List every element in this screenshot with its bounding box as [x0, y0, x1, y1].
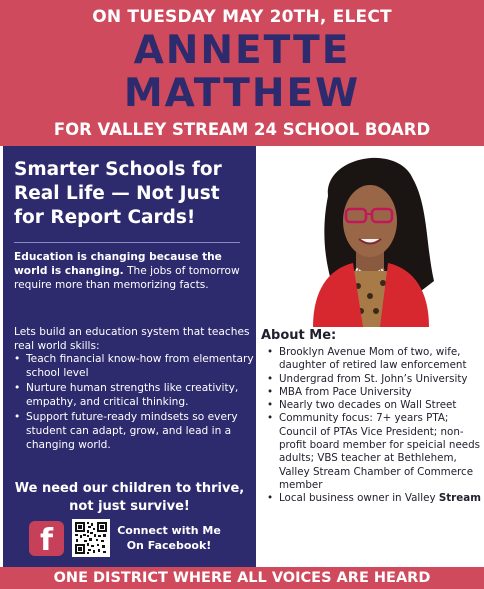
- bullet-icon: •: [267, 385, 274, 398]
- bullet-icon: •: [267, 372, 274, 385]
- list-item-text: Brooklyn Avenue Mom of two, wife, daughter of retired law enforcement: [279, 346, 467, 372]
- list-item-text: MBA from Pace University: [279, 385, 412, 398]
- list-item-text: Community focus: 7+ years PTA; Council of PTAs Vice President; non-profit board member for speicial needs adults; VBS teacher at Bethlehem, Valley Stream Chamber of Commerce member: [279, 412, 481, 491]
- about-title: About Me:: [261, 328, 337, 343]
- platform-build-text: Lets build an education system that teaches real world skills:: [14, 326, 250, 352]
- list-item-bold-text: Stream: [438, 492, 481, 505]
- facebook-connect-text[interactable]: Connect with Me On Facebook!: [117, 524, 221, 552]
- list-item: [261, 399, 483, 412]
- intro-rest: The jobs of tomorrow require more than memorizing facts.: [14, 265, 240, 291]
- bullet-icon: •: [14, 411, 21, 423]
- list-item: [261, 346, 483, 373]
- candidate-portrait-graphic: [258, 151, 484, 327]
- facebook-icon[interactable]: [29, 521, 64, 556]
- list-item-text: Teach financial know-how from elementary school level: [26, 353, 254, 379]
- bullet-icon: •: [14, 353, 21, 365]
- list-item: [14, 352, 254, 380]
- office-line: FOR VALLEY STREAM 24 SCHOOL BOARD: [53, 120, 431, 139]
- list-item: [261, 412, 483, 492]
- platform-intro: [14, 250, 254, 292]
- platform-panel: [3, 146, 256, 567]
- list-item: [261, 373, 483, 386]
- platform-list: [14, 352, 254, 453]
- qr-code-icon[interactable]: [72, 519, 110, 557]
- list-item: [261, 492, 483, 505]
- bullet-icon: •: [267, 492, 274, 505]
- candidate-photo: [258, 151, 484, 327]
- about-list: [261, 346, 483, 506]
- bullet-icon: •: [267, 399, 274, 412]
- call-to-action: We need our children to thrive, not just survive!: [14, 481, 245, 514]
- list-item-text: Nearly two decades on Wall Street: [279, 399, 457, 412]
- bullet-icon: •: [267, 346, 274, 358]
- list-item-text: Support future-ready mindsets so every student can adapt, grow, and lead in a changing world.: [26, 411, 238, 451]
- divider: [14, 242, 240, 243]
- footer-banner: ONE DISTRICT WHERE ALL VOICES ARE HEARD: [0, 567, 484, 589]
- bullet-icon: •: [267, 412, 274, 425]
- list-item: [14, 410, 254, 452]
- facebook-icon-glyph: f: [39, 523, 54, 556]
- list-item: [261, 386, 483, 399]
- header-banner: [0, 0, 484, 146]
- election-date-line: ON TUESDAY MAY 20TH, ELECT: [92, 7, 392, 27]
- about-section: [261, 328, 483, 506]
- list-item-text: Local business owner in Valley: [279, 492, 439, 505]
- candidate-first-name: ANNETTE: [133, 28, 351, 73]
- intro-bold: Education is changing because the world is changing.: [14, 251, 222, 277]
- qr-code-graphic: [74, 521, 108, 555]
- list-item-text: Undergrad from St. John’s University: [279, 372, 468, 385]
- list-item-text: Nurture human strengths like creativity, empathy, and critical thinking.: [26, 382, 239, 408]
- list-item: [14, 381, 254, 409]
- platform-headline: Smarter Schools for Real Life — Not Just for Report Cards!: [14, 159, 222, 228]
- bullet-icon: •: [14, 382, 21, 394]
- candidate-last-name: MATTHEW: [123, 71, 361, 116]
